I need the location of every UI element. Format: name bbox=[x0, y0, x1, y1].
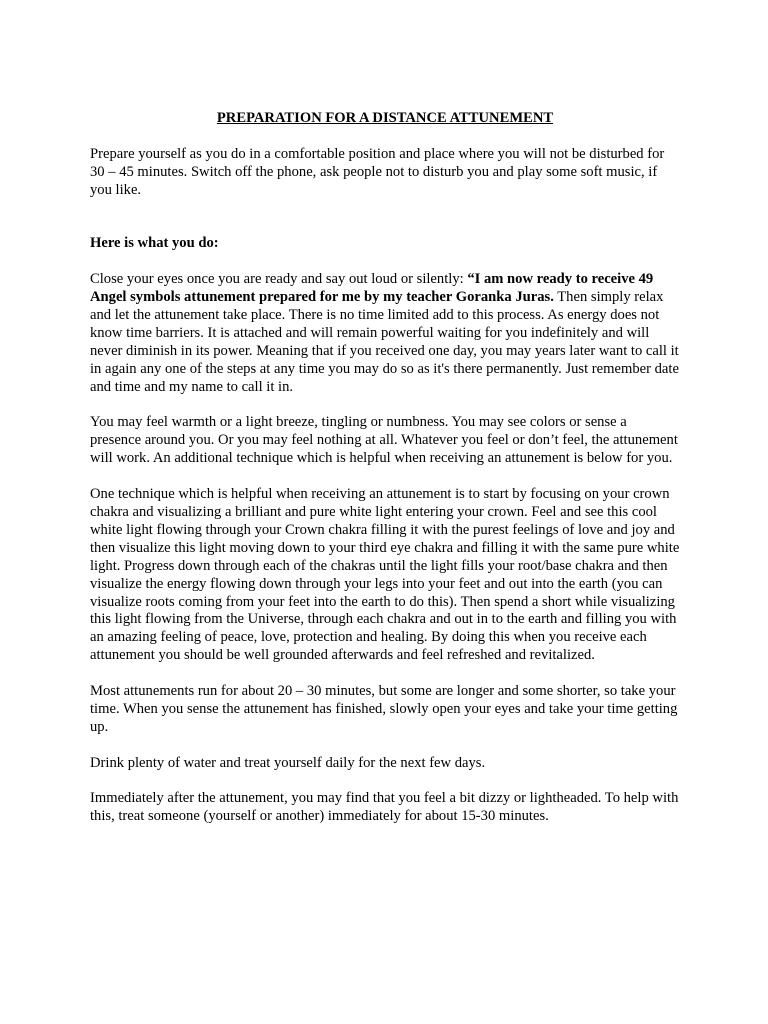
document-page bbox=[90, 110, 680, 844]
aftercare-paragraph: Immediately after the attunement, you may find that you feel a bit dizzy or lightheaded. To help with this, treat someone (yourself or another) immediately for about 15-30 minutes. bbox=[90, 790, 679, 825]
instruction-rest: Then simply relax and let the attunement take place. There is no time limited add to this process. As energy does not know time barriers. It is attached and will remain powerful waiting for you indefinitely and will never diminish in its power. Meaning that if you received one day, you may years later want to call it in again any one of the steps at any time you may do so as it's there permanently. Just remember date and time and my name to call it in. bbox=[90, 289, 679, 395]
water-paragraph: Drink plenty of water and treat yourself daily for the next few days. bbox=[90, 754, 486, 771]
affirmation-quote: “I am now ready to receive 49 Angel symbols attunement prepared for me by my teacher Goranka Juras. bbox=[90, 271, 654, 306]
intro-paragraph: Prepare yourself as you do in a comfortable position and place where you will not be disturbed for 30 – 45 minutes. Switch off the phone, ask people not to disturb you and play some soft music, if you like. bbox=[90, 145, 665, 198]
duration-paragraph: Most attunements run for about 20 – 30 minutes, but some are longer and some shorter, so take your time. When you sense the attunement has finished, slowly open your eyes and take your time getting up. bbox=[90, 683, 678, 735]
section-heading: Here is what you do: bbox=[90, 235, 219, 252]
sensations-paragraph: You may feel warmth or a light breeze, tingling or numbness. You may see colors or sense a presence around you. Or you may feel nothing at all. Whatever you feel or don’t feel, the attunement will work. An additional technique which is helpful when receiving an attunement is below for you. bbox=[90, 414, 678, 467]
instruction-lead: Close your eyes once you are ready and say out loud or silently: bbox=[90, 271, 468, 288]
instruction-paragraph bbox=[90, 271, 680, 396]
document-title: PREPARATION FOR A DISTANCE ATTUNEMENT bbox=[216, 110, 554, 126]
technique-paragraph: One technique which is helpful when receiving an attunement is to start by focusing on your crown chakra and visualizing a brilliant and pure white light entering your crown. Feel and see this cool white light flowing through your Crown chakra filling it with the purest feelings of love and joy and then visualize this light moving down to your third eye chakra and filling it with the same pure white light. Progress down through each of the chakras until the light fills your root/base chakra and then visualize the energy flowing down through your legs into your feet and out into the earth (you can visualize roots coming from your feet into the earth to do this). Then spend a short while visualizing this light flowing from the Universe, through each chakra and out in to the earth and filling you with an amazing feeling of peace, love, protection and healing. By doing this when you receive each attunement you should be well grounded afterwards and feel refreshed and revitalized. bbox=[90, 486, 680, 664]
